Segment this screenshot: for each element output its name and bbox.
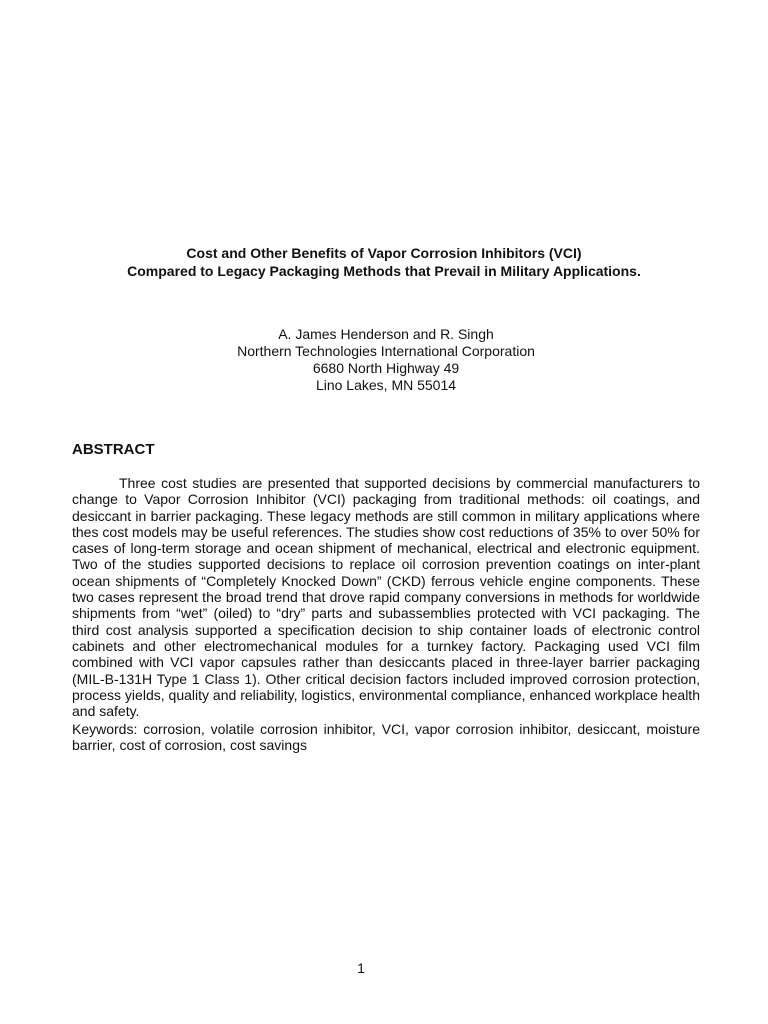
authors: A. James Henderson and R. Singh [278,326,494,342]
abstract-heading: ABSTRACT [72,441,155,458]
address-line-1: 6680 North Highway 49 [312,360,460,376]
paper-title [0,244,768,280]
affiliation: Northern Technologies International Corporation [237,343,535,359]
keywords: Keywords: corrosion, volatile corrosion inhibitor, VCI, vapor corrosion inhibitor, desiccant, moisture barrier, cost of corrosion, cost savings [72,721,700,754]
page-number: 1 [357,960,365,976]
title-line-1: Cost and Other Benefits of Vapor Corrosion Inhibitors (VCI) [186,245,582,261]
abstract-text: Three cost studies are presented that supported decisions by commercial manufacturers to change to Vapor Corrosion Inhibitor (VCI) packaging from traditional methods: oil coatings, and desiccant in barrier packaging. These legacy methods are still common in military applications where thes cost models may be useful references. The studies show cost reductions of 35% to over 50% for cases of long-term storage and ocean shipment of mechanical, electrical and electronic equipment. Two of the studies supported decisions to replace oil corrosion prevention coatings on inter-plant ocean shipments of “Completely Knocked Down” (CKD) ferrous vehicle engine components. These two cases represent the broad trend that drove rapid company conversions in methods for worldwide shipments from “wet” (oiled) to “dry” parts and subassemblies protected with VCI packaging. The third cost analysis supported a specification decision to ship container loads of electronic control cabinets and other electromechanical modules for a turnkey factory. Packaging used VCI film combined with VCI vapor capsules rather than desiccants placed in three-layer barrier packaging (MIL-B-131H Type 1 Class 1). Other critical decision factors included improved corrosion protection, process yields, quality and reliability, logistics, environmental compliance, enhanced workplace health and safety. [72,475,700,720]
author-block [0,326,768,394]
title-line-2: Compared to Legacy Packaging Methods that Prevail in Military Applications. [127,263,641,279]
address-line-2: Lino Lakes, MN 55014 [315,377,457,393]
